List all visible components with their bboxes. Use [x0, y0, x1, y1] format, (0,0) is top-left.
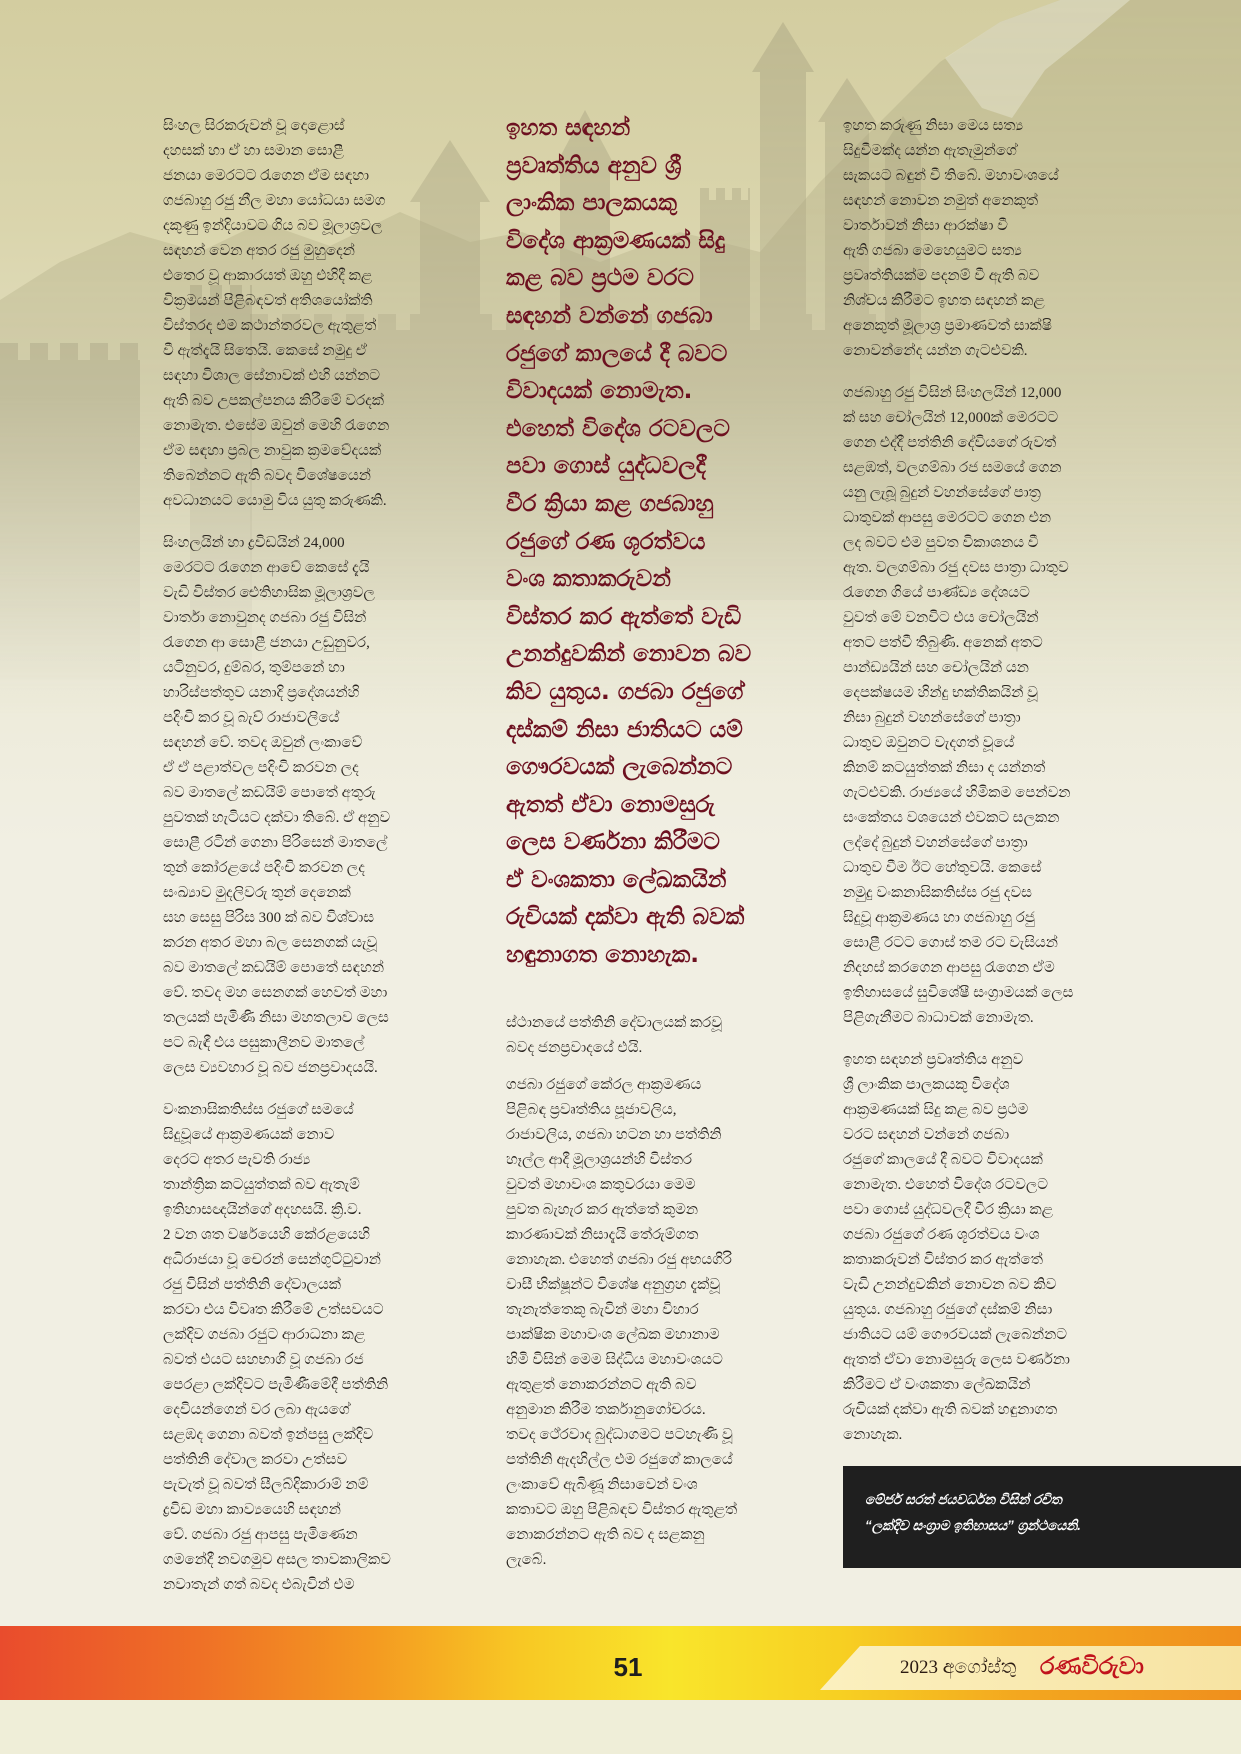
article-paragraph: වංකනාසිකතිස්ස රජුගේ සමයේ සිදුවූයේ ආක්‍රමණයක් නොව දෙරට අතර පැවති රාජ්‍ය තාන්ත්‍රික කටයුත්තක් බව ඇතැම් ඉතිහාසඥයින්ගේ අදහසයි. ක්‍රි.ව. 2 වන ශත වර්ෂයෙහි කේරළයෙහි අධිරාජයා වූ චෙරන් සෙන්ගුට්ටුවාන් රජු විසින් පත්තිනි දේවාලයක් කරවා එය විවෘත කිරීමේ උත්සවයට ලක්දිව ගජබා රජුට ආරාධනා කළ බවත් එයට සහභාගි වූ ගජබා රජ පෙරළා ලක්දිවට පැමිණීමේදී පත්තිනි දෙවියන්ගෙන් වර ලබා ඇයගේ සළඹද ගෙනා බවත් ඉන්පසු ලක්දිව පත්තිනි දේවාල කරවා උත්සව පැවැත් වූ බවත් සීලබ්දිකාරාම් නම් ද්‍රවිඩ මහා කාව්‍යයෙහි සඳහන් වේ. ගජබා රජු ආපසු පැමිණෙන ගමනේදී නවගමුව අසල තාවකාලිකව නවාතැන් ගත් බවද එබැවින් එම — [163, 1102, 391, 1593]
footer-bottom-strip — [0, 1700, 1241, 1754]
footer-issue-tab — [800, 1640, 1241, 1696]
article-column-2 — [506, 110, 830, 1590]
article-column-1 — [163, 114, 475, 1615]
credit-book-line: “ලක්දිව සංග්‍රාම ඉතිහාසය” ග්‍රන්ථයෙනි. — [865, 1518, 1081, 1533]
credit-author-line: මේජර් සරත් ජයවර්ධන විසින් රචිත — [865, 1492, 1062, 1507]
article-paragraph: සිංහල සිරකරුවන් වූ දොළොස් දහසක් හා ඒ හා සමාන සොළී ජනයා මෙරටට රැගෙන ඒම සඳහා ගජබාහු රජු නීල මහා යෝධයා සමග දකුණු ඉන්දියාවට ගිය බව මූලාශ්‍රවල සඳහන් වෙන අතර රජු මුහුදෙන් එතෙර වූ ආකාරයත් ඔහු එහිදී කළ වික්‍රමයන් පිළිබඳවත් අතිශයෝක්ති විස්තරද එම කථාන්තරවල ඇතුළත් වී ඇත්දැයි සිතෙයි. කෙසේ නමුදු ඒ සඳහා විශාල සේනාවක් එහි යන්නට ඇති බව උපකල්පනය කිරීමේ වරදක් නොමැත. එසේම ඔවුන් මෙහි රැගෙන ඒම සඳහා ප්‍රබල නාවුක ක්‍රමවේදයක් තිබෙන්නට ඇති බවද විශේෂයෙන් අවධානයට යොමු විය යුතු කරුණකි. — [163, 118, 390, 509]
article-paragraph: ස්ථානයේ පත්තිනි දේවාලයක් කරවූ බවද ජනප්‍රවාදයේ එයි. — [506, 1014, 723, 1056]
source-credit-box — [843, 1466, 1241, 1568]
magazine-logo: රණවිරුවා — [1040, 1652, 1144, 1680]
article-paragraph: ඉහත කරුණු නිසා මෙය සත්‍ය සිදුවීමක්ද යන්න ඇතැමුන්ගේ සැකයට බඳුන් වී තිබේ. මහාවංශයේ සඳහන් නොවන නමුත් අනෙකුත් වාර්තාවන් නිසා ආරක්ෂා වී ඇති ගජබා මෙහෙයුමට සත්‍ය ප්‍රවෘත්තියක්ම පදනම් වී ඇති බව නිශ්චය කිරීමට ඉහත සඳහන් කළ අනෙකුත් මූලාශ්‍ර ප්‍රමාණවත් සාක්ෂි නොවන්නේද යන්න ගැටළුවකි. — [843, 118, 1059, 359]
pull-quote: ඉහත සඳහන් ප්‍රවෘත්තිය අනුව ශ්‍රී ලාංකික පාලකයකු විදේශ ආක්‍රමණයක් සිදු කළ බව ප්‍රථම වරට සඳහන් වන්නේ ගජබා රජුගේ කාලයේ දී බවට විවාදයක් නොමැත. එහෙත් විදේශ රටවලට පවා ගොස් යුද්ධවලදී වීර ක්‍රියා කළ ගජබාහු රජුගේ රණ ශූරත්වය වංශ කතාකරුවන් විස්තර කර ඇත්තේ වැඩි උනන්දුවකින් නොවන බව කිව යුතුය. ගජබා රජුගේ දස්කම් නිසා ජාතියට යම් ගෞරවයක් ලැබෙන්නට ඇතත් ඒවා නොමසුරු ලෙස වර්ණනා කිරීමට ඒ වංශකතා ලේඛකයින් රුචියක් දක්වා ඇති බවක් හඳුනාගත නොහැක. — [506, 115, 752, 969]
issue-date: 2023 අගෝස්තු — [900, 1657, 1017, 1678]
article-paragraph: ගජබා රජුගේ කේරල ආක්‍රමණය පිළිබඳ ප්‍රවෘත්තිය පූජාවලිය, රාජාවලිය, ගජබා හටන හා පත්තිනි හෑල්ල ආදී මූලාශ්‍රයන්හි විස්තර වුවත් මහාවංශ කතුවරයා මෙම පුවත බැහැර කර ඇත්තේ කුමන කාරණාවක් නිසාදැයි තේරුම්ගත නොහැක. එහෙත් ගජබා රජු අභයගිරි වාසී භික්ෂූන්ට විශේෂ අනුග්‍රහ දැක්වූ තැනැත්තෙකු බැවින් මහා විහාර පාක්ෂික මහාවංශ ලේඛක මහානාම හිමි විසින් මෙම සිද්ධිය මහාවංශයට ඇතුළත් නොකරන්නට ඇති බව අනුමාන කිරීම තර්කානුගෝචරය. තවද ථේරවාද බුද්ධාගමට පටහැණි වූ පත්තිනි ඇදහිල්ල එම රජුගේ කාලයේ ලංකාවේ ඇබිණූ නිසාවෙන් වංශ කතාවට ඔහු පිළිබඳව විස්තර ඇතුළත් නොකරන්නට ඇති බව ද සළකනු ලැබේ. — [506, 1076, 738, 1568]
article-paragraph: ගජබාහු රජු විසින් සිංහලයින් 12,000 ක් සහ චෝලයින් 12,000ක් මෙරටට ගෙන එද්දී පත්තිනි දේවියගේ රුවත් සළඹත්, වලගම්බා රජ සමයේ ගෙන යනු ලැබූ බුදුන් වහන්සේගේ පාත්‍ර ධාතුවක් ආපසු මෙරටට ගෙන එන ලද බවට එම පුවත විකාශනය වී ඇත. වලගම්බා රජු දවස පාත්‍රා ධාතුව රැගෙන ගියේ පාණ්ඩ්‍ය දේශයට වුවත් මේ වනවිට එය චෝලයින් අතට පත්වී තිබුණි. අනෙක් අතට පාන්ඩ්‍යයින් සහ චෝලයින් යන දෙපක්ෂයම හින්දු භක්තිකයින් වූ නිසා බුදුන් වහන්සේගේ පාත්‍රා ධාතුව ඔවුනට වැදගත් වූයේ කිනම් කටයුත්තක් නිසා ද යන්නත් ගැටළුවකි. රාජ්‍යයේ හිමිකම පෙන්වන සංකේතය වශයෙන් එවකට සලකන ලද්දේ බුදුන් වහන්සේගේ පාත්‍රා ධාතුව වීම ඊට හේතුවයි. කෙසේ නමුදු වංකනාසිකතිස්ස රජු දවස සිදුවූ ආක්‍රමණය හා ගජබාහු රජු සොළී රටට ගොස් තම රට වැසියන් නිදහස් කරගෙන ආපසු රැගෙන ඒම ඉතිහාසයේ සුවිශේෂී සංග්‍රාමයක් ලෙස පිළිගැනීමට බාධාවක් නොමැත. — [843, 385, 1074, 1026]
article-paragraph: ඉහත සඳහන් ප්‍රවෘත්තිය අනුව ශ්‍රී ලාංකික පාලකයකු විදේශ ආක්‍රමණයක් සිදු කළ බව ප්‍රථම වරට සඳහන් වන්නේ ගජබා රජුගේ කාලයේ දී බවට විවාදයක් නොමැත. එහෙත් විදේශ රටවලට පවා ගොස් යුද්ධවලදී වීර ක්‍රියා කළ ගජබා රජුගේ රණ ශූරත්වය වංශ කතාකරුවන් විස්තර කර ඇත්තේ වැඩි උනන්දුවකින් නොවන බව කිව යුතුය. ගජබාහු රජුගේ දස්කම් නිසා ජාතියට යම් ගෞරවයක් ලැබෙන්නට ඇතත් ඒවා නොමසුරු ලෙස වර්ණනා කිරීමට ඒ වංශකතා ලේඛකයින් රුචියක් දක්වා ඇති බවක් හඳුනාගත නොහැක. — [843, 1052, 1070, 1443]
page-number: 51 — [613, 1652, 643, 1682]
article-paragraph: සිංහලයින් හා ද්‍රවිඩයින් 24,000 මෙරටට රැගෙන ආවේ කෙසේ දැයි වැඩි විස්තර ඓතිහාසික මූලාශ්‍රවල වාර්තා නොවුනද ගජබා රජු විසින් රැගෙන ආ සොළී ජනයා උඩුනුවර, යටිනුවර, දුම්බර, තුම්පනේ හා හාරිස්පත්තුව යනාදි ප්‍රදේශයන්හි පදිංචි කර වූ බැව් රාජාවලියේ සඳහන් වේ. තවද ඔවුන් ලංකාවේ ඒ ඒ පළාත්වල පදිංචි කරවන ලද බව මාතලේ කඩයිම් පොතේ අතුරු පුවතක් හැටියට දක්වා තිබේ. ඒ අනුව සොළී රටින් ගෙනා පිරිසෙන් මාතලේ තුන් කෝරළයේ පදිංචි කරවන ලද සංඛ්‍යාව මුදලිවරු තුන් දෙනෙක් සහ සෙසු පිරිස 300 ක් බව විශ්වාස කරන අතර මහා බල සෙනගක් යැවූ බව මාතලේ කඩයිම් පොතේ සඳහන් වේ. තවද මහ සෙනගක් හෙවත් මහා තලයක් පැමිණි නිසා මහතලාව ලෙස පට බැඳී එය පසුකාලීනව මාතලේ ලෙස ව්‍යවහාර වූ බව ජනප්‍රවාදයයි. — [163, 535, 391, 1076]
article-column-3 — [843, 114, 1175, 1465]
